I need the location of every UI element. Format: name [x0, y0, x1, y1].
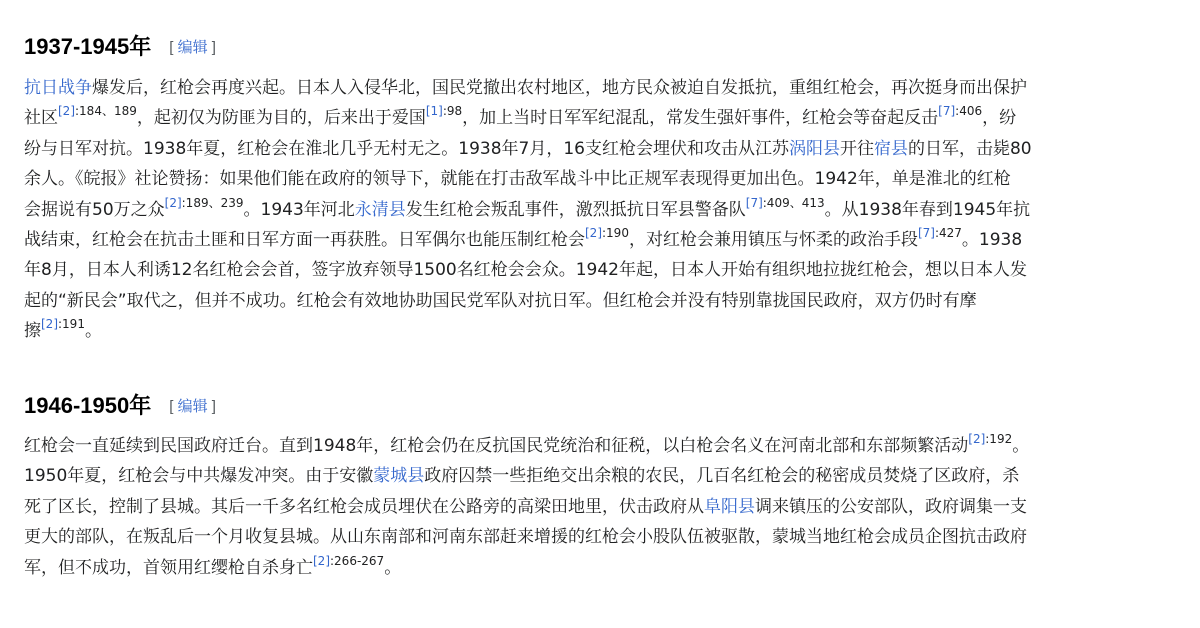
- citation-pages: :409、413: [762, 195, 825, 210]
- citation-pages: :192: [985, 432, 1013, 446]
- paragraph-line: [24, 461, 1184, 491]
- citation-pages: :189、239: [181, 195, 244, 210]
- citation-link[interactable]: [2]: [968, 432, 986, 446]
- section-heading-text: 1937-1945年: [24, 34, 152, 59]
- paragraph-text: 战结束，红枪会在抗击土匪和日军方面一再获胜。日军偶尔也能压制红枪会: [24, 229, 585, 250]
- citation-pages: :266-267: [330, 553, 385, 568]
- edit-bracket-open: [: [169, 398, 174, 415]
- paragraph-text: 余人。《皖报》社论赞扬：如果他们能在政府的领导下，就能在打击敌军战斗中比正规军表现得更加出色。1942年，单是淮北的红枪: [24, 169, 1011, 190]
- citation-link[interactable]: [7]: [917, 225, 935, 240]
- citation-ref: [426, 104, 462, 118]
- paragraph-line: [24, 164, 1184, 194]
- paragraph-line: [24, 255, 1184, 285]
- paragraph-text: ，对红枪会兼用镇压与怀柔的政治手段: [628, 229, 918, 250]
- citation-link[interactable]: [2]: [58, 104, 75, 119]
- section-paragraph-1946-1950: [24, 431, 1184, 583]
- paragraph-text: 会据说有50万之众: [24, 199, 165, 220]
- paragraph-line: [24, 286, 1184, 316]
- paragraph-line: [24, 431, 1184, 461]
- edit-section-button[interactable]: 编辑: [177, 398, 208, 415]
- paragraph-text: 。1943年河北: [243, 199, 355, 220]
- citation-pages: :184、189: [75, 104, 137, 119]
- paragraph-line: [24, 134, 1184, 164]
- paragraph-line: [24, 553, 1184, 583]
- wiki-link-yongqing-xian[interactable]: 永清县: [354, 199, 406, 220]
- paragraph-text: 的日军，击毙80: [907, 138, 1032, 159]
- citation-link[interactable]: [1]: [425, 104, 443, 119]
- citation-pages: :191: [58, 317, 85, 332]
- citation-ref: [165, 196, 244, 210]
- paragraph-text: 红枪会一直延续到民国政府迁台。直到1948年，红枪会仍在反抗国民党统治和征税，以白枪会名义在河南北部和东部频繁活动: [24, 436, 969, 456]
- citation-link[interactable]: [7]: [938, 104, 956, 119]
- paragraph-text: 开往: [839, 138, 874, 159]
- edit-section-link-wrapper: [169, 398, 216, 415]
- paragraph-line: [24, 195, 1184, 225]
- wiki-link-mengcheng-xian[interactable]: 蒙城县: [373, 466, 425, 487]
- paragraph-text: 纷与日军对抗。1938年夏，红枪会在淮北几乎无村无之。1938年7月，16支红枪会埋伏和攻击从江苏: [24, 138, 789, 159]
- paragraph-text: ，加上当时日军军纪混乱，常发生强奸事件，红枪会等奋起反击: [462, 108, 939, 129]
- paragraph-text: 。从1938年春到1945年抗: [824, 199, 1031, 220]
- paragraph-line: [24, 492, 1184, 522]
- edit-section-link-wrapper: [169, 39, 216, 56]
- citation-ref: [746, 196, 825, 210]
- paragraph-line: [24, 225, 1184, 255]
- paragraph-line: [24, 103, 1184, 133]
- paragraph-text: 政府囚禁一些拒绝交出余粮的农民，几百名红枪会的秘密成员焚烧了区政府，杀: [424, 466, 1020, 487]
- paragraph-text: 。: [384, 557, 402, 578]
- paragraph-text: ，起初仅为防匪为目的，后来出于爱国: [136, 108, 426, 129]
- section-heading-text: 1946-1950年: [24, 393, 152, 418]
- citation-ref: [585, 226, 629, 240]
- paragraph-text: 爆发后，红枪会再度兴起。日本人入侵华北，国民党撤出农村地区，地方民众被迫自发抵抗，重组红枪会，再次挺身而出保护: [92, 78, 1027, 98]
- paragraph-text: 更大的部队，在叛乱后一个月收复县城。从山东南部和河南东部赶来增援的红枪会小股队伍被驱散，蒙城当地红枪会成员企图抗击政府: [24, 527, 1027, 548]
- citation-pages: :98: [442, 104, 463, 119]
- citation-ref: [918, 226, 962, 240]
- paragraph-text: 社区: [24, 108, 58, 129]
- citation-ref: [968, 432, 1012, 446]
- wiki-link-kangri-zhanzheng[interactable]: 抗日战争: [24, 78, 92, 98]
- paragraph-text: 。1938: [961, 229, 1023, 250]
- paragraph-text: 擦: [24, 321, 41, 342]
- section-paragraph-1937-1945: [24, 73, 1184, 347]
- citation-ref: [938, 104, 982, 118]
- paragraph-text: 发生红枪会叛乱事件，激烈抵抗日军县警备队: [405, 199, 746, 220]
- citation-link[interactable]: [2]: [585, 225, 602, 240]
- edit-bracket-close: ]: [211, 39, 216, 56]
- section-heading-1946-1950: [24, 392, 216, 421]
- paragraph-text: 死了区长，控制了县城。其后一千多名红枪会成员埋伏在公路旁的高梁田地里，伏击政府从: [24, 496, 704, 517]
- paragraph-line: [24, 316, 1184, 346]
- wiki-link-fuyang-xian[interactable]: 阜阳县: [704, 496, 755, 517]
- citation-ref: [41, 317, 85, 331]
- paragraph-text: 调来镇压的公安部队，政府调集一支: [755, 496, 1027, 517]
- paragraph-text: ，纷: [982, 108, 1017, 129]
- edit-section-button[interactable]: 编辑: [177, 39, 208, 56]
- citation-link[interactable]: [2]: [313, 553, 330, 568]
- paragraph-text: 年8月，日本人利诱12名红枪会会首，签字放弃领导1500名红枪会会众。1942年起，日本人开始有组织地拉拢红枪会，想以日本人发: [24, 260, 1027, 281]
- citation-ref: [58, 104, 137, 118]
- paragraph-text: 。: [1012, 436, 1030, 456]
- citation-link[interactable]: [2]: [164, 195, 182, 210]
- paragraph-line: [24, 73, 1184, 103]
- citation-link[interactable]: [2]: [41, 317, 58, 332]
- citation-link[interactable]: [7]: [745, 195, 763, 210]
- citation-pages: :190: [602, 225, 629, 240]
- wiki-link-guoyang-xian[interactable]: 涡阳县: [788, 138, 840, 159]
- citation-ref: [313, 554, 384, 568]
- paragraph-text: 。: [84, 321, 102, 342]
- paragraph-text: 起的“新民会”取代之，但并不成功。红枪会有效地协助国民党军队对抗日军。但红枪会并没有特别靠拢国民政府，双方仍时有摩: [24, 290, 977, 311]
- paragraph-line: [24, 522, 1184, 552]
- edit-bracket-close: ]: [211, 398, 216, 415]
- paragraph-text: 军，但不成功，首领用红缨枪自杀身亡: [24, 557, 313, 578]
- citation-pages: :406: [955, 104, 983, 119]
- paragraph-text: 1950年夏，红枪会与中共爆发冲突。由于安徽: [24, 466, 374, 487]
- section-heading-1937-1945: [24, 33, 216, 62]
- wiki-link-su-xian[interactable]: 宿县: [873, 138, 908, 159]
- edit-bracket-open: [: [169, 39, 174, 56]
- citation-pages: :427: [934, 225, 962, 240]
